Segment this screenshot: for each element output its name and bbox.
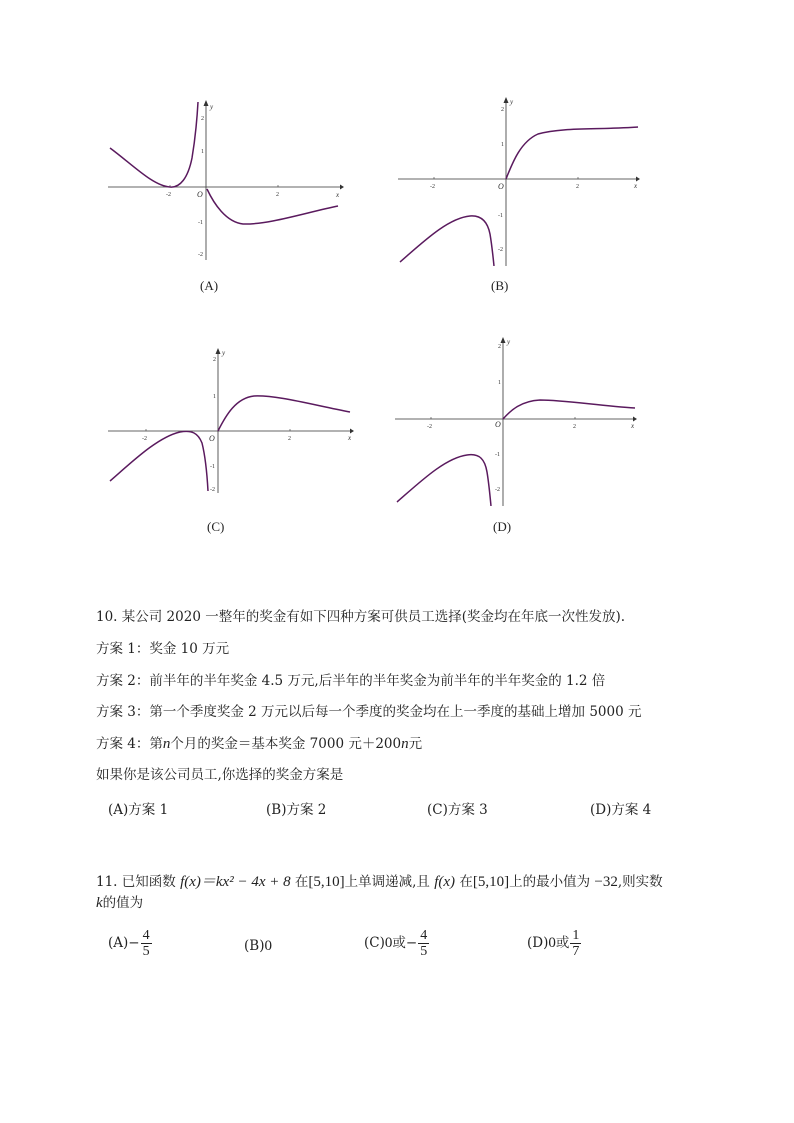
q11-k: k [96, 895, 103, 911]
option-label: (C) [364, 935, 385, 951]
y-axis-arrow [216, 348, 221, 354]
fraction [570, 928, 581, 959]
x-tick-label: 2 [288, 436, 291, 442]
or-text: 或 [555, 935, 570, 951]
origin-label: O [209, 434, 215, 443]
y-axis-label: y [507, 338, 511, 346]
or-text: 或 [392, 935, 406, 951]
curve-right [506, 127, 638, 179]
q11-fx: f(x) [434, 874, 456, 890]
y-tick-label: 2 [201, 116, 204, 122]
q11-option-a[interactable] [108, 928, 152, 959]
curve-left [397, 455, 491, 506]
graph-c-caption: (C) [207, 519, 225, 534]
y-tick-label: -2 [498, 247, 503, 253]
q11-option-c[interactable] [364, 928, 429, 959]
y-tick-label: -2 [495, 487, 500, 493]
y-tick-label: -2 [198, 252, 203, 258]
y-tick-label: 1 [213, 394, 216, 400]
curve-right [207, 189, 338, 224]
q11-min-value: −32 [594, 874, 618, 890]
numerator: 4 [142, 928, 150, 943]
origin-label: O [495, 420, 501, 429]
option-value: 0 [264, 938, 272, 954]
graph-b-caption: (B) [491, 278, 509, 293]
graph-b [398, 94, 642, 266]
option-label: (D) [527, 935, 549, 951]
minus-sign: − [128, 935, 140, 951]
x-tick-label: -2 [142, 436, 147, 442]
origin-label: O [197, 190, 203, 199]
curve-left [400, 216, 494, 266]
denominator: 5 [142, 944, 150, 959]
graph-d-caption: (D) [493, 519, 512, 534]
y-axis-arrow [504, 97, 509, 103]
curve-left [110, 102, 198, 187]
q11-option-d[interactable] [527, 928, 581, 959]
x-axis-label: x [336, 191, 340, 199]
graph-c-svg [108, 343, 356, 493]
y-tick-label: 1 [498, 380, 501, 386]
y-tick-label: 2 [501, 107, 504, 113]
q10-plan-4-text: 个月的奖金＝基本奖金 7000 元＋200 [170, 736, 402, 752]
q11-text: 上的最小值为 [509, 874, 591, 890]
q11-text: ,则实数 [617, 874, 663, 890]
minus-sign: − [405, 935, 418, 951]
q10-plan-4 [96, 735, 422, 753]
graph-d-svg [395, 334, 639, 506]
q11-text: 在 [294, 874, 309, 890]
numerator: 4 [420, 928, 428, 943]
q10-plan-2: 方案 2：前半年的半年奖金 4.5 万元,后半年的半年奖金为前半年的半年奖金的 1.2 倍 [96, 673, 606, 689]
y-tick-label: 1 [501, 142, 504, 148]
q10-plan-3: 方案 3：第一个季度奖金 2 万元以后每一个季度的奖金均在上一季度的基础上增加 5000 元 [96, 704, 642, 720]
q10-option-c[interactable]: (C)方案 3 [427, 802, 488, 818]
denominator: 5 [420, 944, 428, 959]
q10-plan-1: 方案 1：奖金 10 万元 [96, 641, 230, 657]
y-axis-label: y [510, 98, 514, 106]
y-tick-label: -2 [210, 487, 215, 493]
curve-left [110, 431, 208, 491]
q10-plan-4-text: 方案 4：第 [96, 736, 163, 752]
y-tick-label: -1 [198, 220, 203, 226]
y-axis-arrow [204, 100, 209, 106]
graph-d [395, 334, 639, 506]
y-tick-label: -1 [210, 464, 215, 470]
x-axis-label: x [634, 182, 638, 190]
x-tick-label: 2 [276, 192, 279, 198]
x-axis-arrow [350, 429, 354, 434]
y-tick-label: 1 [201, 149, 204, 155]
x-tick-label: -2 [430, 184, 435, 190]
q10-plan-4-text: 元 [408, 736, 423, 752]
q11-stem-line-1 [96, 873, 663, 891]
graph-a-svg [108, 100, 344, 260]
option-label: (B) [244, 938, 265, 954]
option-label: (A) [108, 935, 129, 951]
x-tick-label: 2 [573, 424, 576, 430]
y-tick-label: -1 [498, 213, 503, 219]
q10-option-a[interactable]: (A)方案 1 [108, 802, 169, 818]
x-axis-label: x [631, 422, 635, 430]
x-tick-label: 2 [576, 184, 579, 190]
curve-right [218, 396, 350, 431]
graph-a [108, 100, 344, 260]
y-tick-label: 2 [498, 344, 501, 350]
option-value: 0 [384, 935, 393, 951]
q10-question: 如果你是该公司员工,你选择的奖金方案是 [96, 767, 344, 783]
q11-text: 11. 已知函数 [96, 874, 176, 890]
origin-label: O [498, 182, 504, 191]
x-tick-label: -2 [166, 192, 171, 198]
q11-interval: [5,10] [472, 874, 510, 890]
option-value: 0 [548, 935, 556, 951]
q11-option-b[interactable] [244, 938, 272, 955]
fraction [418, 928, 429, 959]
q10-option-d[interactable]: (D)方案 4 [590, 802, 652, 818]
y-axis-label: y [210, 103, 214, 111]
numerator: 1 [572, 928, 580, 943]
q11-function: f(x)＝kx² − 4x + 8 [180, 874, 291, 890]
x-axis-arrow [633, 417, 637, 422]
x-axis-arrow [340, 185, 344, 190]
q11-interval: [5,10] [308, 874, 345, 890]
x-axis-label: x [348, 434, 352, 442]
x-axis-arrow [636, 177, 640, 182]
graph-c [108, 343, 356, 493]
y-tick-label: -1 [495, 452, 500, 458]
q11-text: 的值为 [102, 895, 144, 911]
graph-b-svg [398, 94, 642, 266]
y-tick-label: 2 [213, 357, 216, 363]
y-axis-label: y [222, 349, 226, 357]
q10-stem: 10. 某公司 2020 一整年的奖金有如下四种方案可供员工选择(奖金均在年底一次性发放). [96, 609, 626, 625]
q10-plan-4-var: n [401, 736, 409, 752]
q11-text: 上单调递减,且 [344, 874, 430, 890]
x-tick-label: -2 [427, 424, 432, 430]
q11-text: 在 [459, 874, 473, 890]
q11-stem-line-2 [96, 894, 143, 912]
q10-plan-4-var: n [162, 736, 171, 752]
y-axis-arrow [501, 337, 506, 343]
curve-right [503, 400, 635, 419]
graph-a-caption: (A) [200, 278, 219, 293]
fraction [141, 928, 152, 959]
denominator: 7 [572, 944, 580, 959]
q10-option-b[interactable]: (B)方案 2 [266, 802, 327, 818]
